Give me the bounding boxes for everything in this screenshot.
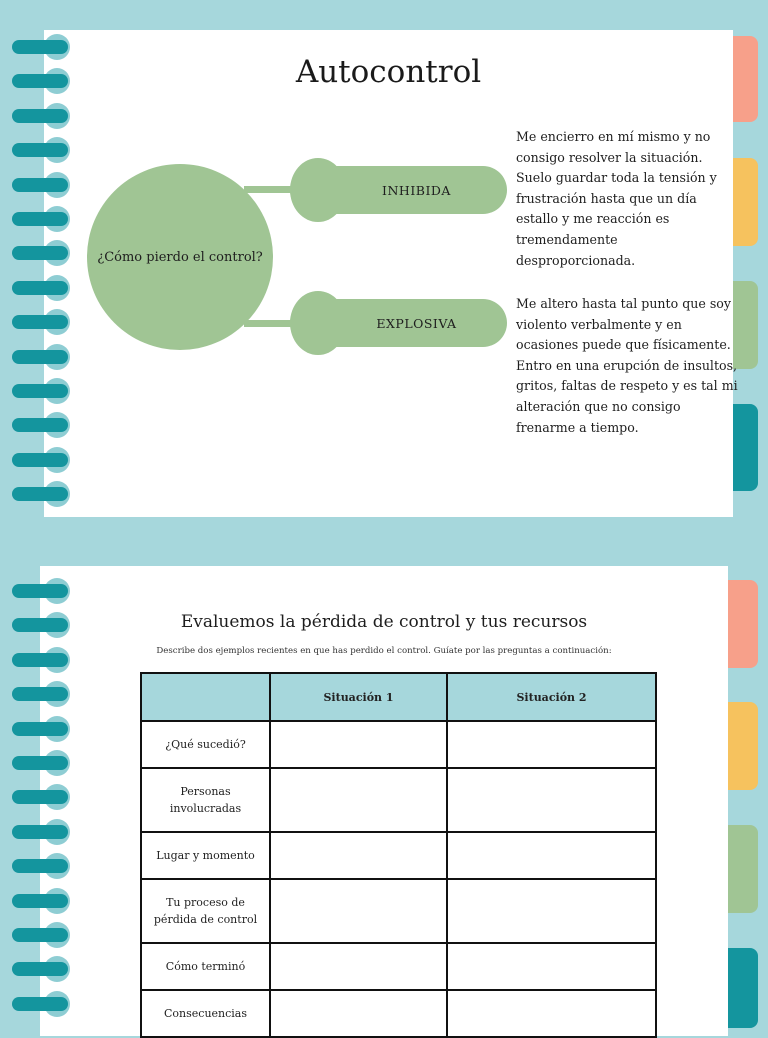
description-inhibida: Me encierro en mí mismo y no consigo resolver la situación. Suelo guardar toda la tensión y frustración hasta que un día estallo y me reacción es tremendamente desproporcionada.: [516, 129, 717, 268]
branch-label: EXPLOSIVA: [376, 315, 457, 331]
ring-wire: [12, 962, 68, 976]
binding-ring: [0, 473, 80, 517]
table-header-situation-2: Situación 2: [447, 673, 656, 721]
center-question: ¿Cómo pierdo el control?: [97, 249, 263, 265]
ring-wire: [12, 143, 68, 157]
row-question: Lugar y momento: [141, 832, 270, 879]
row-question: Consecuencias: [141, 990, 270, 1037]
ring-wire: [12, 928, 68, 942]
answer-cell-situation-1[interactable]: [270, 768, 447, 832]
row-question: Cómo terminó: [141, 943, 270, 990]
ring-wire: [12, 859, 68, 873]
ring-wire: [12, 453, 68, 467]
ring-wire: [12, 653, 68, 667]
row-question: ¿Qué sucedió?: [141, 721, 270, 768]
ring-wire: [12, 246, 68, 260]
answer-cell-situation-2[interactable]: [447, 721, 656, 768]
notebook-page-evaluation: [40, 566, 728, 1036]
answer-cell-situation-2[interactable]: [447, 879, 656, 943]
answer-cell-situation-1[interactable]: [270, 721, 447, 768]
ring-wire: [12, 722, 68, 736]
answer-cell-situation-2[interactable]: [447, 990, 656, 1037]
ring-wire: [12, 74, 68, 88]
ring-wire: [12, 40, 68, 54]
ring-wire: [12, 281, 68, 295]
answer-cell-situation-1[interactable]: [270, 990, 447, 1037]
ring-wire: [12, 418, 68, 432]
ring-wire: [12, 894, 68, 908]
ring-wire: [12, 315, 68, 329]
ring-wire: [12, 350, 68, 364]
binding-ring: [0, 983, 80, 1027]
table-row: [141, 721, 656, 768]
ring-wire: [12, 212, 68, 226]
ring-wire: [12, 109, 68, 123]
ring-wire: [12, 584, 68, 598]
row-question: Personas involucradas: [141, 768, 270, 832]
notebook-page-autocontrol: [44, 30, 738, 517]
ring-wire: [12, 384, 68, 398]
table-row: [141, 832, 656, 879]
worksheet-instructions: Describe dos ejemplos recientes en que has perdido el control. Guíate por las preguntas a continuación:: [156, 646, 612, 656]
answer-cell-situation-2[interactable]: [447, 768, 656, 832]
branch-label: INHIBIDA: [382, 182, 451, 198]
branch-explosiva: [290, 299, 507, 347]
evaluation-table: [140, 672, 657, 1038]
answer-cell-situation-2[interactable]: [447, 832, 656, 879]
answer-cell-situation-1[interactable]: [270, 832, 447, 879]
ring-wire: [12, 487, 68, 501]
page-title: Autocontrol: [295, 54, 482, 90]
table-row: [141, 943, 656, 990]
table-row: [141, 768, 656, 832]
ring-wire: [12, 178, 68, 192]
table-row: [141, 990, 656, 1037]
ring-wire: [12, 618, 68, 632]
ring-wire: [12, 997, 68, 1011]
table-header-row: [141, 673, 656, 721]
answer-cell-situation-1[interactable]: [270, 879, 447, 943]
ring-wire: [12, 687, 68, 701]
row-question: Tu proceso de pérdida de control: [141, 879, 270, 943]
ring-wire: [12, 825, 68, 839]
description-explosiva: Me altero hasta tal punto que soy violento verbalmente y en ocasiones puede que físicamente. Entro en una erupción de insultos, gritos, faltas de respeto y es tal mi alteración que no consigo frenarme a tiempo.: [516, 296, 738, 435]
branch-inhibida: [290, 166, 507, 214]
center-question-circle: [87, 164, 273, 350]
answer-cell-situation-2[interactable]: [447, 943, 656, 990]
table-header-situation-1: Situación 1: [270, 673, 447, 721]
answer-cell-situation-1[interactable]: [270, 943, 447, 990]
table-header-empty: [141, 673, 270, 721]
ring-wire: [12, 756, 68, 770]
worksheet-title: Evaluemos la pérdida de control y tus recursos: [180, 612, 588, 632]
ring-wire: [12, 790, 68, 804]
table-row: [141, 879, 656, 943]
